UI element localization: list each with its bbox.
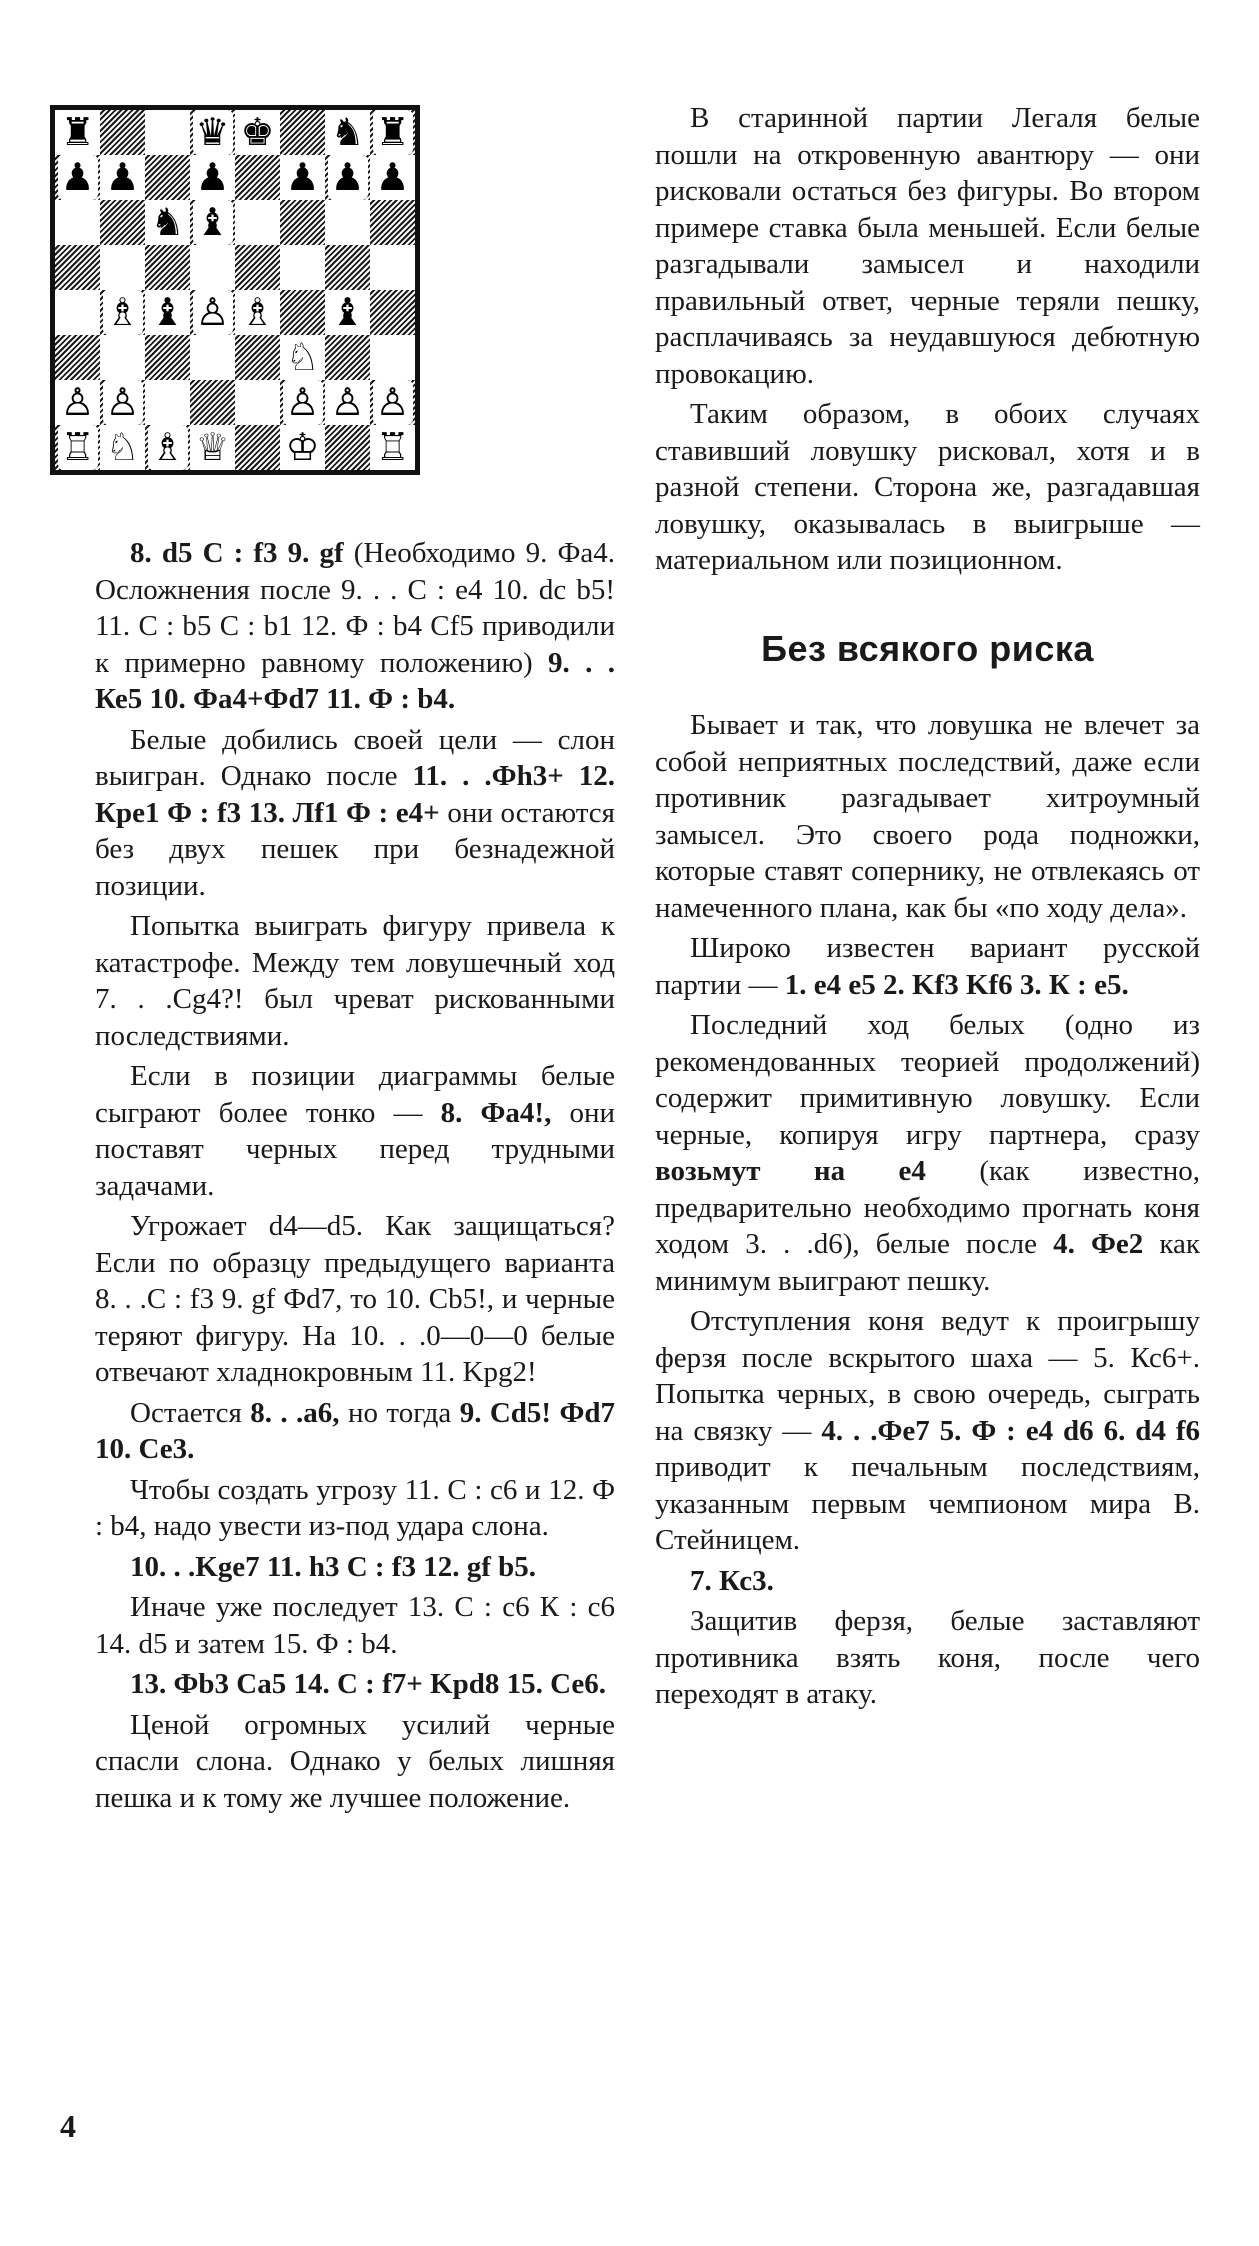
move-text: 1. е4 е5 2. Kf3 Kf6 3. К : е5.: [784, 968, 1129, 1001]
board-square: [100, 290, 145, 335]
chess-piece: ♟: [328, 155, 368, 200]
chess-piece: ♗: [103, 290, 143, 335]
left-paragraph-7: Чтобы создать угрозу 11. С : с6 и 12. Ф : b4, надо увести из-под удара слона.: [95, 1473, 615, 1542]
right-paragraph-2: Таким образом, в обоих случаях ставивший ловушку рисковал, хотя и в разной степени. Сторона же, разгадавшая ловушку, оказывалась в выигрыше — материальном или позиционном.: [655, 398, 1200, 576]
right-paragraph-7: 7. Кс3.: [690, 1564, 774, 1597]
chess-piece: ♟: [103, 155, 143, 200]
chess-piece: ♚: [238, 110, 278, 155]
board-square: [370, 200, 415, 245]
right-paragraph-5: Последний ход белых (одно из рекомендованных теорией продолжений) содержит примитивную ловушку. Если черные, копируя игру партнера, сразу возьмут на е4 (как известно, предварительно необходимо прогнать коня ходом 3. . .d6), белые после 4. Фе2 как минимум выиграют пешку.: [655, 1009, 1200, 1297]
board-square: [235, 290, 280, 335]
left-paragraph-4: Если в позиции диаграммы белые сыграют более тонко — 8. Фа4!, они поставят черных перед трудными задачами.: [95, 1060, 615, 1202]
left-paragraph-2: Белые добились своей цели — слон выигран. Однако после 11. . .Фh3+ 12. Кре1 Ф : f3 13. Лf1 Ф : е4+ они остаются без двух пешек при безнадежной позиции.: [95, 723, 616, 902]
board-square: [235, 200, 280, 245]
right-paragraph-4: Широко известен вариант русской партии — 1. е4 е5 2. Kf3 Kf6 3. К : е5.: [655, 932, 1200, 1001]
board-square: [325, 425, 370, 470]
chess-piece: ♟: [193, 155, 233, 200]
left-paragraph-11: Ценой огромных усилий черные спасли слона. Однако у белых лишняя пешка и к тому же лучшее положение.: [95, 1708, 615, 1814]
board-square: [325, 200, 370, 245]
right-paragraph-3: Бывает и так, что ловушка не влечет за собой неприятных последствий, даже если противник разгадывает хитроумный замысел. Это своего рода подножки, которые ставят сопернику, не отвлекаясь от намеченного плана, как бы «по ходу дела».: [655, 709, 1200, 924]
chess-piece: ♟: [58, 155, 98, 200]
board-square: [370, 155, 415, 200]
chess-piece: ♘: [283, 335, 323, 380]
board-square: [145, 155, 190, 200]
board-square: [325, 155, 370, 200]
board-square: [235, 155, 280, 200]
board-square: [100, 245, 145, 290]
board-square: [190, 380, 235, 425]
board-square: [145, 290, 190, 335]
board-square: [55, 200, 100, 245]
left-paragraph-3: Попытка выиграть фигуру привела к катастрофе. Между тем ловушечный ход 7. . .Cg4?! был чреват рискованными последствиями.: [95, 910, 615, 1052]
chess-diagram: [50, 105, 420, 475]
board-square: [145, 380, 190, 425]
chess-piece: ♛: [193, 110, 233, 155]
board-square: [280, 200, 325, 245]
board-square: [55, 335, 100, 380]
board-square: [325, 335, 370, 380]
move-text: 8. . .а6,: [250, 1396, 340, 1429]
board-square: [145, 200, 190, 245]
left-paragraph-10: 13. Фb3 Са5 14. С : f7+ Kpd8 15. Се6.: [130, 1668, 606, 1700]
board-square: [190, 245, 235, 290]
board-square: [55, 155, 100, 200]
left-column: [95, 535, 615, 1820]
move-text: возьмут на е4: [655, 1155, 926, 1187]
board-square: [55, 290, 100, 335]
chess-piece: ♖: [373, 425, 413, 470]
chess-piece: ♕: [193, 425, 233, 470]
left-paragraph-6: Остается 8. . .а6, но тогда 9. Cd5! Фd7 10. Се3.: [95, 1396, 616, 1465]
board-square: [235, 245, 280, 290]
board-square: [370, 335, 415, 380]
board-square: [190, 335, 235, 380]
board-square: [100, 425, 145, 470]
board-square: [235, 110, 280, 155]
chess-piece: ♜: [373, 110, 413, 155]
left-paragraph-8: 10. . .Kge7 11. h3 С : f3 12. gf b5.: [130, 1550, 536, 1583]
chess-board: [50, 105, 420, 475]
chess-piece: ♞: [328, 110, 368, 155]
chess-piece: ♜: [58, 110, 98, 155]
chess-piece: ♔: [283, 425, 323, 470]
board-square: [370, 245, 415, 290]
board-square: [235, 335, 280, 380]
chess-piece: ♖: [58, 425, 98, 470]
chess-piece: ♝: [193, 200, 233, 245]
chess-piece: ♞: [148, 200, 188, 245]
right-column: [655, 100, 1200, 1717]
move-text: 9. . . Ке5 10. Фа4+Фd7 11. Ф : b4.: [95, 646, 616, 715]
board-square: [145, 335, 190, 380]
chess-piece: ♙: [103, 380, 143, 425]
board-square: [100, 380, 145, 425]
board-square: [370, 290, 415, 335]
right-paragraph-6: Отступления коня ведут к проигрышу ферзя после вскрытого шаха — 5. Кс6+. Попытка черных, в свою очередь, сыграть на связку — 4. . .Фе7 5. Ф : е4 d6 6. d4 f6 приводит к печальным последствиям, указанным первым чемпионом мира В. Стейницем.: [655, 1305, 1201, 1556]
move-text: 4. Фе2: [1053, 1228, 1144, 1260]
board-square: [55, 425, 100, 470]
commentary: (Необходимо 9. Фа4. Осложнения после 9. . . С : е4 10. dc b5! 11. С : b5 С : b1 12. Ф : b4 Cf5 приводили к примерно равному положению): [95, 537, 616, 679]
board-square: [55, 110, 100, 155]
board-square: [235, 425, 280, 470]
board-square: [190, 425, 235, 470]
chess-piece: ♙: [328, 380, 368, 425]
board-square: [100, 155, 145, 200]
board-square: [280, 110, 325, 155]
chess-piece: ♗: [238, 290, 278, 335]
section-heading: Без всякого риска: [761, 627, 1094, 669]
board-square: [280, 335, 325, 380]
board-square: [145, 425, 190, 470]
board-square: [370, 380, 415, 425]
move-text: 8. d5 С : f3 9. gf: [130, 537, 344, 569]
chess-piece: ♙: [373, 380, 413, 425]
board-square: [370, 425, 415, 470]
board-square: [100, 200, 145, 245]
chess-piece: ♙: [193, 290, 233, 335]
board-square: [325, 290, 370, 335]
move-text: 4. . .Фе7 5. Ф : е4 d6 6. d4 f6: [821, 1414, 1201, 1447]
board-square: [100, 335, 145, 380]
board-square: [190, 200, 235, 245]
board-square: [190, 290, 235, 335]
left-paragraph-9: Иначе уже последует 13. С : с6 К : с6 14. d5 и затем 15. Ф : b4.: [95, 1591, 615, 1660]
page-number: 4: [60, 2108, 76, 2144]
chess-piece: ♘: [103, 425, 143, 470]
board-square: [280, 380, 325, 425]
board-square: [55, 380, 100, 425]
board-square: [280, 155, 325, 200]
left-paragraph-1: [95, 535, 615, 718]
left-paragraph-5: Угрожает d4—d5. Как защищаться? Если по образцу предыдущего варианта 8. . .С : f3 9. gf Фd7, то 10. Cb5!, и черные теряют фигуру. На 10. . .0—0—0 белые отвечают хладнокровным 11. Kpg2!: [95, 1210, 615, 1388]
move-text: 9. Cd5! Фd7 10. Се3.: [95, 1396, 616, 1465]
chess-piece: ♙: [283, 380, 323, 425]
chess-piece: ♟: [283, 155, 323, 200]
board-square: [190, 155, 235, 200]
board-square: [235, 380, 280, 425]
move-text: 8. Фа4!,: [440, 1096, 552, 1129]
move-text: 11. . .Фh3+ 12. Кре1 Ф : f3 13. Лf1 Ф : е4+: [95, 760, 616, 829]
board-square: [145, 110, 190, 155]
board-square: [280, 425, 325, 470]
right-paragraph-1: В старинной партии Легаля белые пошли на откровенную авантюру — они рисковали остаться без фигуры. Во втором примере ставка была меньшей. Если белые разгадывали замысел и находили правильный ответ, черные теряли пешку, расплачиваясь за неудавшуюся дебютную провокацию.: [655, 102, 1200, 390]
board-square: [325, 380, 370, 425]
board-square: [55, 245, 100, 290]
chess-piece: ♗: [148, 425, 188, 470]
chess-piece: ♝: [148, 290, 188, 335]
board-square: [325, 245, 370, 290]
board-square: [190, 110, 235, 155]
chess-piece: ♟: [373, 155, 413, 200]
board-square: [100, 110, 145, 155]
board-square: [280, 245, 325, 290]
chess-piece: ♙: [58, 380, 98, 425]
right-paragraph-8: Защитив ферзя, белые заставляют противника взять коня, после чего переходят в атаку.: [655, 1605, 1200, 1710]
chess-piece: ♝: [328, 290, 368, 335]
board-square: [145, 245, 190, 290]
board-square: [280, 290, 325, 335]
board-square: [370, 110, 415, 155]
board-square: [325, 110, 370, 155]
